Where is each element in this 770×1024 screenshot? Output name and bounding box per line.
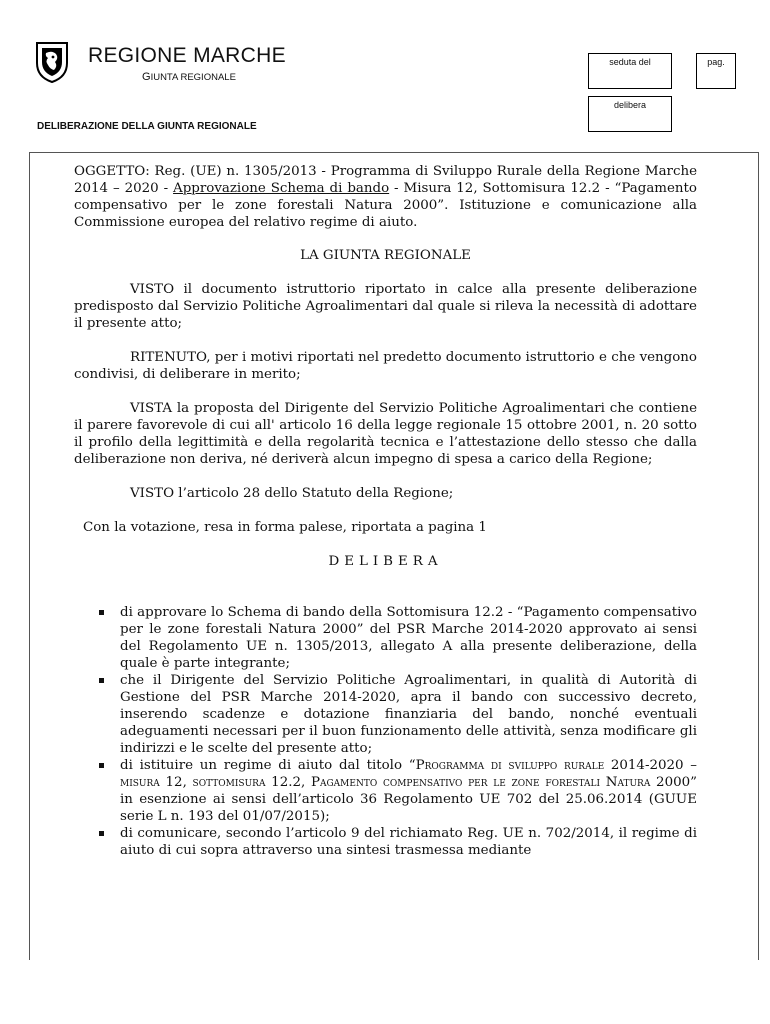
list-item (120, 672, 697, 757)
regione-marche-emblem-icon (34, 41, 70, 83)
document-type-title: DELIBERAZIONE DELLA GIUNTA REGIONALE (37, 121, 257, 132)
visto-documento-paragraph: VISTO il documento istruttorio riportato in calce alla presente deliberazione predisposto dal Servizio Politiche Agroalimentari dal quale si rileva la necessità di adottare il presente atto; (74, 282, 697, 331)
delibera-label: delibera (613, 100, 647, 110)
visto-statuto-paragraph: VISTO l’articolo 28 dello Statuto della Regione; (130, 486, 454, 501)
bullet-icon (99, 678, 104, 683)
frame-left-border (29, 152, 30, 960)
document-body (74, 163, 697, 859)
vista-proposta-paragraph: VISTA la proposta del Dirigente del Servizio Politiche Agroalimentari che contiene il parere favorevole di cui all' articolo 16 della legge regionale 15 ottobre 2001, n. 20 sotto il profilo della legittimità e della regolarità tecnica e l’attestazione dello stesso che dalla deliberazione non deriva, né deriverà alcun impegno di spesa a carico della Regione; (74, 401, 697, 467)
oggetto-paragraph (74, 163, 697, 231)
oggetto-text-before: OGGETTO: Reg. (UE) n. 1305/2013 - Programma di Sviluppo Rurale della Regione Marche 2014 – 2020 - (74, 164, 697, 196)
bullet-icon (99, 610, 104, 615)
item-approvare-text: di approvare lo Schema di bando della Sottomisura 12.2 - “Pagamento compensativo per le zone forestali Natura 2000” del PSR Marche 2014-2020 approvato ai sensi del Regolamento UE n. 1305/2013, allegato A alla presente deliberazione, della quale è parte integrante; (120, 605, 697, 671)
org-subtitle-initial: G (142, 71, 151, 83)
list-item (120, 757, 697, 825)
votazione-paragraph: Con la votazione, resa in forma palese, riportata a pagina 1 (83, 520, 487, 535)
oggetto-underlined: Approvazione Schema di bando (173, 181, 390, 196)
item-istituire-after: ” in esenzione ai sensi dell’articolo 36 Regolamento UE 702 del 25.06.2014 (GUUE serie L n. 193 del 01/07/2015); (120, 775, 697, 824)
org-subtitle-rest: IUNTA REGIONALE (150, 72, 236, 83)
delibera-heading: DELIBERA (328, 554, 443, 569)
list-item (120, 604, 697, 672)
org-name: REGIONE MARCHE (88, 44, 286, 67)
giunta-heading: LA GIUNTA REGIONALE (300, 248, 471, 263)
bullet-icon (99, 763, 104, 768)
seduta-box (588, 53, 672, 89)
frame-right-border (758, 152, 759, 960)
item-comunicare-text: di comunicare, secondo l’articolo 9 del richiamato Reg. UE n. 702/2014, il regime di aiuto di cui sopra attraverso una sintesi trasmessa mediante (120, 826, 697, 858)
delibera-items-list (74, 604, 697, 859)
item-istituire-title: Programma di sviluppo rurale 2014-2020 – misura 12, sottomisura 12.2, Pagamento compensativo per le zone forestali Natura 2000 (120, 758, 697, 790)
seduta-label: seduta del (609, 57, 651, 67)
oggetto-text-after: - Misura 12, Sottomisura 12.2 - “Pagamento compensativo per le zone forestali Natura 2000”. Istituzione e comunicazione alla Commissione europea del relativo regime di aiuto. (74, 181, 697, 230)
frame-top-border (29, 152, 758, 153)
list-item (120, 825, 697, 859)
delibera-box (588, 96, 672, 132)
item-istituire-before: di istituire un regime di aiuto dal titolo “ (120, 758, 416, 773)
org-subtitle (142, 71, 236, 83)
ritenuto-paragraph: RITENUTO, per i motivi riportati nel predetto documento istruttorio e che vengono condivisi, di deliberare in merito; (74, 350, 697, 382)
pag-label: pag. (707, 57, 725, 67)
bullet-icon (99, 831, 104, 836)
pag-box (696, 53, 736, 89)
item-dirigente-text: che il Dirigente del Servizio Politiche Agroalimentari, in qualità di Autorità di Gestione del PSR Marche 2014-2020, apra il bando con successivo decreto, inserendo scadenze e dotazione finanziaria del bando, nonché eventuali adeguamenti necessari per il buon funzionamento delle attività, senza modificare gli indirizzi e le scelte del presente atto; (120, 673, 697, 756)
